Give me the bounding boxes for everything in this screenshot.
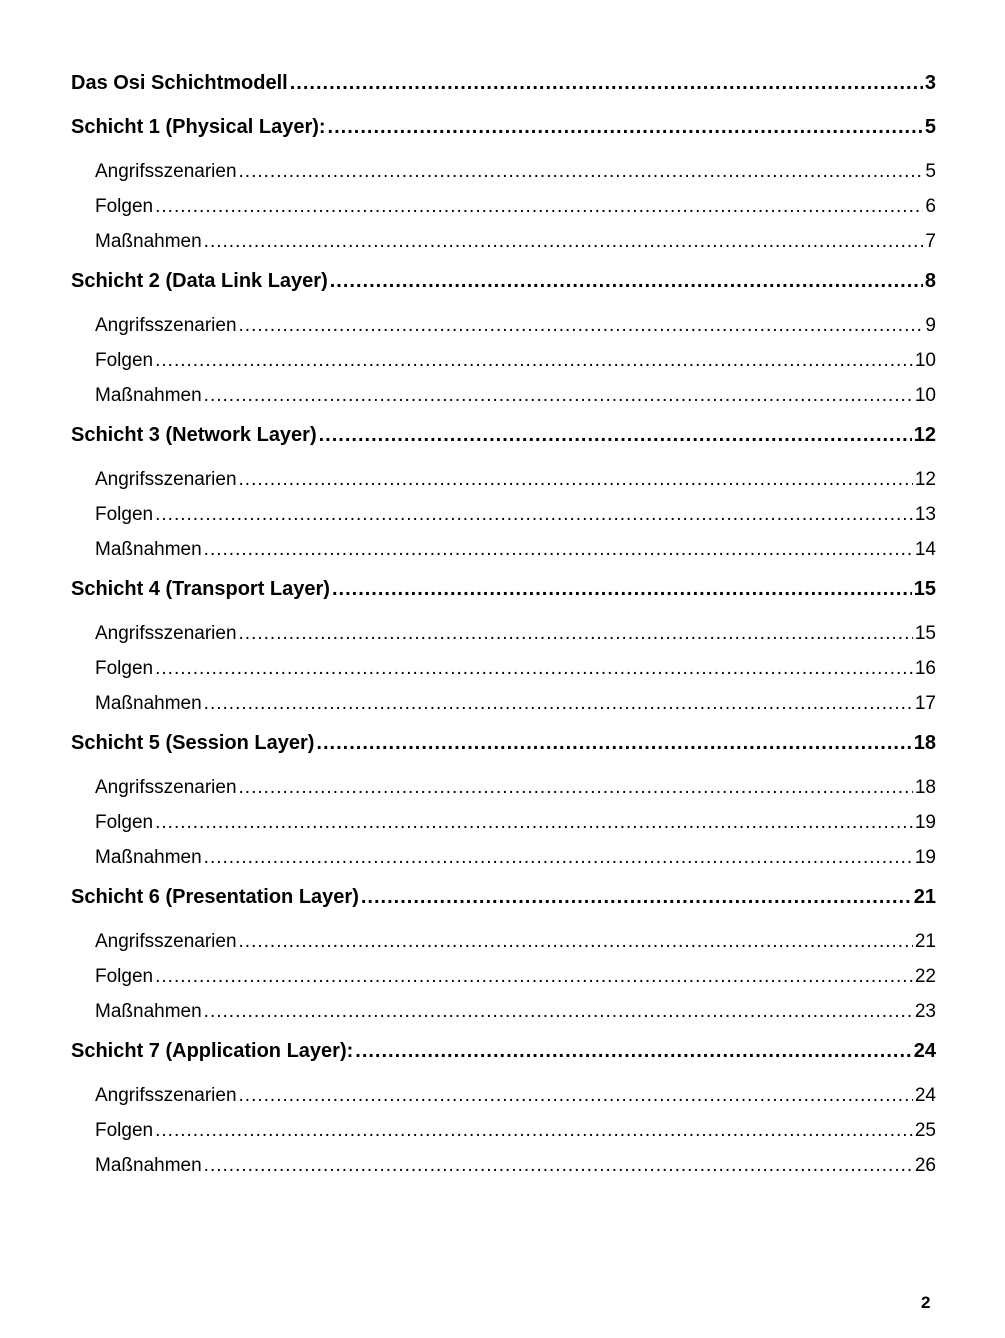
- toc-entry-title: Das Osi Schichtmodell: [71, 72, 288, 94]
- toc-entry-page: 23: [914, 1001, 936, 1022]
- toc-entry-page: 10: [914, 385, 936, 406]
- toc-entry-title: Folgen: [95, 350, 154, 371]
- toc-entry-page: 15: [913, 578, 936, 600]
- toc-subentry[interactable]: [71, 189, 936, 224]
- dot-leader: [155, 497, 913, 532]
- toc-heading-entry[interactable]: [71, 418, 936, 453]
- toc-entry-page: 21: [914, 931, 936, 952]
- toc-entry-title: Folgen: [95, 966, 154, 987]
- dot-leader: [332, 572, 912, 607]
- dot-leader: [239, 616, 913, 651]
- toc-entry-page: 12: [914, 469, 936, 490]
- toc-entry-page: 8: [924, 270, 936, 292]
- dot-leader: [155, 1113, 913, 1148]
- toc-subentry[interactable]: [71, 616, 936, 651]
- dot-leader: [155, 189, 923, 224]
- dot-leader: [319, 418, 912, 453]
- toc-entry-page: 5: [925, 161, 936, 182]
- toc-subentry[interactable]: [71, 1148, 936, 1183]
- toc-entry-title: Folgen: [95, 1120, 154, 1141]
- toc-entry-title: Schicht 2 (Data Link Layer): [71, 270, 328, 292]
- dot-leader: [239, 462, 913, 497]
- dot-leader: [204, 378, 913, 413]
- toc-entry-title: Maßnahmen: [95, 1001, 202, 1022]
- dot-leader: [239, 770, 913, 805]
- toc-entry-title: Folgen: [95, 812, 154, 833]
- toc-entry-page: 3: [924, 72, 936, 94]
- toc-entry-title: Angrifsszenarien: [95, 931, 237, 952]
- toc-subentry[interactable]: [71, 224, 936, 259]
- toc-subentry[interactable]: [71, 1113, 936, 1148]
- toc-subentry[interactable]: [71, 497, 936, 532]
- toc-entry-page: 6: [925, 196, 936, 217]
- dot-leader: [355, 1034, 911, 1069]
- dot-leader: [204, 1148, 913, 1183]
- toc-subentry[interactable]: [71, 308, 936, 343]
- toc-entry-title: Schicht 6 (Presentation Layer): [71, 886, 359, 908]
- toc-subentry[interactable]: [71, 959, 936, 994]
- toc-entry-title: Folgen: [95, 504, 154, 525]
- toc-subentry[interactable]: [71, 343, 936, 378]
- toc-entry-title: Angrifsszenarien: [95, 623, 237, 644]
- dot-leader: [239, 924, 913, 959]
- toc-entry-page: 19: [914, 847, 936, 868]
- toc-entry-page: 15: [914, 623, 936, 644]
- toc-heading-entry[interactable]: [71, 110, 936, 145]
- toc-heading-entry[interactable]: [71, 1034, 936, 1069]
- toc-entry-page: 26: [914, 1155, 936, 1176]
- toc-heading-entry[interactable]: [71, 572, 936, 607]
- toc-entry-title: Maßnahmen: [95, 231, 202, 252]
- toc-entry-title: Maßnahmen: [95, 385, 202, 406]
- dot-leader: [155, 959, 913, 994]
- dot-leader: [204, 686, 913, 721]
- toc-entry-title: Angrifsszenarien: [95, 469, 237, 490]
- toc-entry-title: Angrifsszenarien: [95, 161, 237, 182]
- toc-entry-page: 17: [914, 693, 936, 714]
- toc-entry-page: 21: [913, 886, 936, 908]
- toc-heading-entry[interactable]: [71, 726, 936, 761]
- toc-entry-page: 9: [925, 315, 936, 336]
- dot-leader: [204, 532, 913, 567]
- toc-entry-title: Maßnahmen: [95, 693, 202, 714]
- toc-entry-page: 13: [914, 504, 936, 525]
- toc-entry-page: 16: [914, 658, 936, 679]
- toc-subentry[interactable]: [71, 1078, 936, 1113]
- toc-entry-page: 22: [914, 966, 936, 987]
- toc-subentry[interactable]: [71, 805, 936, 840]
- dot-leader: [155, 343, 913, 378]
- toc-entry-page: 12: [913, 424, 936, 446]
- toc-heading-entry[interactable]: [71, 880, 936, 915]
- dot-leader: [328, 110, 923, 145]
- toc-subentry[interactable]: [71, 686, 936, 721]
- toc-entry-title: Angrifsszenarien: [95, 777, 237, 798]
- toc-entry-title: Schicht 1 (Physical Layer):: [71, 116, 326, 138]
- dot-leader: [239, 308, 924, 343]
- toc-subentry[interactable]: [71, 154, 936, 189]
- page-number: 2: [921, 1293, 931, 1312]
- toc-entry-title: Folgen: [95, 196, 154, 217]
- toc-heading-entry[interactable]: [71, 66, 936, 101]
- dot-leader: [239, 1078, 913, 1113]
- dot-leader: [239, 154, 924, 189]
- toc-subentry[interactable]: [71, 994, 936, 1029]
- dot-leader: [330, 264, 923, 299]
- toc-entry-page: 14: [914, 539, 936, 560]
- toc-entry-page: 24: [913, 1040, 936, 1062]
- dot-leader: [204, 224, 924, 259]
- toc-subentry[interactable]: [71, 462, 936, 497]
- dot-leader: [204, 840, 913, 875]
- toc-entry-title: Folgen: [95, 658, 154, 679]
- toc-entry-title: Angrifsszenarien: [95, 315, 237, 336]
- toc-heading-entry[interactable]: [71, 264, 936, 299]
- toc-entry-page: 18: [913, 732, 936, 754]
- toc-subentry[interactable]: [71, 651, 936, 686]
- dot-leader: [155, 805, 913, 840]
- toc-entry-title: Maßnahmen: [95, 1155, 202, 1176]
- toc-entry-title: Schicht 5 (Session Layer): [71, 732, 315, 754]
- dot-leader: [204, 994, 913, 1029]
- toc-entry-title: Schicht 7 (Application Layer):: [71, 1040, 354, 1062]
- toc-entry-title: Schicht 3 (Network Layer): [71, 424, 317, 446]
- toc-subentry[interactable]: [71, 924, 936, 959]
- toc-subentry[interactable]: [71, 378, 936, 413]
- toc-entry-page: 10: [914, 350, 936, 371]
- toc-subentry[interactable]: [71, 770, 936, 805]
- toc-subentry[interactable]: [71, 532, 936, 567]
- toc-entry-page: 24: [914, 1085, 936, 1106]
- dot-leader: [155, 651, 913, 686]
- toc-subentry[interactable]: [71, 840, 936, 875]
- dot-leader: [290, 66, 923, 101]
- toc-entry-title: Schicht 4 (Transport Layer): [71, 578, 330, 600]
- toc-entry-title: Maßnahmen: [95, 847, 202, 868]
- toc-entry-page: 25: [914, 1120, 936, 1141]
- toc-entry-title: Maßnahmen: [95, 539, 202, 560]
- dot-leader: [361, 880, 912, 915]
- toc-entry-page: 5: [924, 116, 936, 138]
- toc-entry-page: 18: [914, 777, 936, 798]
- toc-entry-page: 19: [914, 812, 936, 833]
- toc-entry-page: 7: [925, 231, 936, 252]
- table-of-contents: [71, 61, 936, 1183]
- toc-entry-title: Angrifsszenarien: [95, 1085, 237, 1106]
- dot-leader: [316, 726, 911, 761]
